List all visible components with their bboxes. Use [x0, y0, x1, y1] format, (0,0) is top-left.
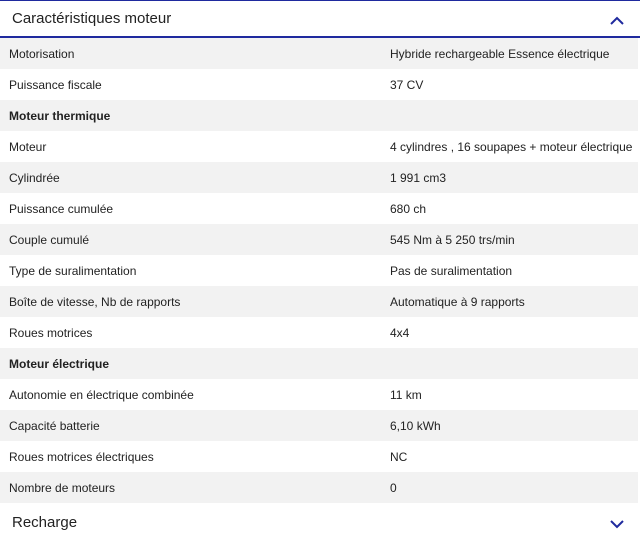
spec-label: Puissance fiscale: [9, 77, 102, 92]
chevron-down-icon[interactable]: [610, 519, 624, 529]
spec-row: [0, 441, 638, 472]
spec-value: Hybride rechargeable Essence électrique: [390, 38, 638, 69]
spec-label: Moteur: [9, 139, 47, 154]
spec-row: [0, 255, 638, 286]
spec-value: 6,10 kWh: [390, 410, 638, 441]
spec-row: [0, 224, 638, 255]
spec-label: Puissance cumulée: [9, 201, 114, 216]
spec-value: 0: [390, 472, 638, 503]
subsection-heading-row: [0, 348, 638, 379]
spec-label: Roues motrices électriques: [9, 449, 154, 464]
spec-label: Nombre de moteurs: [0, 472, 390, 503]
recharge-section-header[interactable]: [0, 503, 640, 541]
spec-value: 4x4: [390, 325, 410, 340]
spec-label: Boîte de vitesse, Nb de rapports: [0, 286, 390, 317]
spec-row: [0, 193, 638, 224]
spec-row: [0, 379, 638, 410]
spec-row: [0, 472, 638, 503]
spec-row: [0, 38, 638, 69]
spec-value: NC: [390, 449, 408, 464]
spec-row: [0, 162, 638, 193]
recharge-section-title: Recharge: [12, 513, 78, 531]
spec-row: [0, 410, 638, 441]
spec-label: Capacité batterie: [0, 410, 390, 441]
spec-value: 4 cylindres , 16 soupapes + moteur électrique: [390, 139, 633, 154]
spec-label: Roues motrices: [9, 325, 93, 340]
spec-value: 11 km: [390, 387, 422, 402]
engine-specs-table: [0, 38, 638, 503]
spec-label: Couple cumulé: [0, 224, 390, 255]
spec-row: [0, 317, 638, 348]
spec-value: 1 991 cm3: [390, 162, 638, 193]
spec-value: [390, 100, 638, 131]
engine-section-header[interactable]: [0, 0, 640, 38]
spec-value: 37 CV: [390, 77, 424, 92]
spec-label: Cylindrée: [0, 162, 390, 193]
spec-value: 545 Nm à 5 250 trs/min: [390, 224, 638, 255]
subsection-heading: Moteur thermique: [0, 100, 390, 131]
subsection-heading: Moteur électrique: [0, 348, 390, 379]
spec-value: 680 ch: [390, 201, 427, 216]
spec-row: [0, 69, 638, 100]
spec-value: Automatique à 9 rapports: [390, 286, 638, 317]
chevron-up-icon[interactable]: [610, 16, 624, 26]
engine-section-title: Caractéristiques moteur: [12, 10, 172, 27]
spec-row: [0, 286, 638, 317]
subsection-heading-row: [0, 100, 638, 131]
spec-value: Pas de suralimentation: [390, 263, 513, 278]
spec-label: Autonomie en électrique combinée: [9, 387, 194, 402]
spec-label: Type de suralimentation: [9, 263, 137, 278]
spec-row: [0, 131, 638, 162]
spec-label: Motorisation: [0, 38, 390, 69]
spec-value: [390, 348, 638, 379]
